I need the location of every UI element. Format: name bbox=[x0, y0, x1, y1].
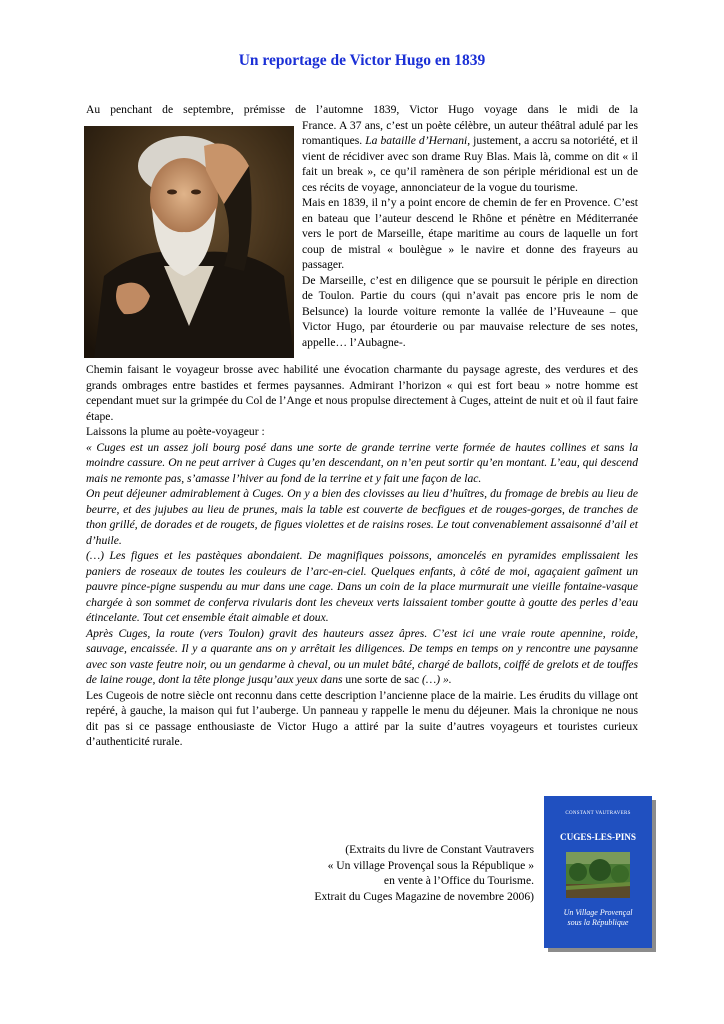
body-paragraph-1: Chemin faisant le voyageur brosse avec habilité une évocation charmante du paysage agreste, des verdures et des grands ombrages entre bastides et fermes paysannes. Admirant l’horizon « qui est fort beau » notre homme est cependant muet sur la grimpée du Col de l’Ange et nous propulse directement à Cuges, atteint de nuit et où il faut faire étape. bbox=[86, 363, 638, 423]
credit-line: (Extraits du livre de Constant Vautravers bbox=[345, 843, 534, 856]
column-text bbox=[302, 118, 638, 351]
hernani-title: La bataille d’Hernani bbox=[365, 134, 468, 147]
credit-line: Extrait du Cuges Magazine de novembre 2006) bbox=[314, 889, 534, 903]
book-cover-photo bbox=[566, 852, 630, 898]
article-title: Un reportage de Victor Hugo en 1839 bbox=[238, 52, 486, 69]
credit-line: en vente à l’Office du Tourisme. bbox=[383, 874, 534, 887]
col-paragraph-1: France. A 37 ans, c’est un poète célèbre, un auteur théâtral adulé par les romantiques. La bataille d’Hernani, justement, a accru sa notoriété, et il vient de récidiver avec son drame Ruy Blas. Mais là, comme on dit « il fait un break », ce qu’il ramènera de son périple méridional est un de ces récits de voyage, annonciateur de la vogue du tourisme. bbox=[302, 118, 639, 194]
quote-paragraph-2: On peut déjeuner admirablement à Cuges. On y a bien des clovisses au lieu d’huîtres, du fromage de brebis au lieu de beurre, et des jujubes au lieu de prunes, mais la table est couverte de becfigues et de rouges-gorges, de tranches de thon grillé, de dorades et de rougets, de figues violettes et de raisins roses. Le tout convenablement assaisonné d’ail et d’huile. bbox=[86, 487, 638, 547]
body-text bbox=[86, 362, 638, 750]
quote-paragraph-3: (…) Les figues et les pastèques abondaient. De magnifiques poissons, amoncelés en pyramides emplissaient les paniers de roseaux de toutes les couleurs de l’arc-en-ciel. Quelques enfants, à côté de moi, agaçaient gaîment un pauvre pince-pigne suspendu au mur dans une cage. Dans un coin de la place murmurait une vieille fontaine-vasque chargée à son sommet de conferva rivularis dont les cheveux verts laissaient tomber goutte à goutte des perles d’eau étincelante. Tout cet ensemble était aimable et doux. bbox=[86, 549, 638, 624]
victor-hugo-portrait bbox=[84, 126, 294, 358]
col-paragraph-3: De Marseille, c’est en diligence que se poursuit le périple en direction de Toulon. Partie du cours (qui n’avait pas encore pris le nom de Belsunce) la lourde voiture remonte la vallée de l’Huveaune – que Victor Hugo, par étourderie ou par mauvaise relecture de ses notes, appelle… l’Aubagne-. bbox=[302, 273, 638, 349]
quote-paragraph-1: « Cuges est un assez joli bourg posé dans une sorte de grande terrine verte formée de hautes collines et sans la moindre cassure. On ne peut arriver à Cuges qu’en descendant, on n’en peut sortir qu’en montant. L’eau, qui descend mais ne remonte pas, s’amasse l’hiver au fond de la terrine et y fait une façon de lac. bbox=[86, 440, 638, 485]
book-title: CUGES-LES-PINS bbox=[559, 832, 637, 842]
quote-paragraph-4: Après Cuges, la route (vers Toulon) gravit des hauteurs assez âpres. C’est ici une vraie route apennine, roide, sauvage, encaissée. Il y a quarante ans on y arrêtait les diligences. De temps en temps on y rencontre une paysanne avec son vaste feutre noir, ou un gendarme à cheval, ou un mulet bâté, chargé de ballots, coiffé de grelots et de touffes de laine rouge, dont la tête plonge jusqu’aux yeux dans une sorte de sac (…) ». bbox=[86, 626, 638, 686]
body-paragraph-3: Les Cugeois de notre siècle ont reconnu dans cette description l’ancienne place de la mairie. Les érudits du village ont repéré, à gauche, la maison qui fut l’auberge. Un panneau y rappelle le menu du déjeuner. Mais la chronique ne nous dit pas si ce passage enthousiaste de Victor Hugo a attiré par la suite d’autres voyageurs et touristes curieux d’authenticité rurale. bbox=[86, 688, 638, 748]
book-subtitle: Un Village Provençal sous la République bbox=[563, 908, 633, 927]
book-author: CONSTANT VAUTRAVERS bbox=[565, 811, 631, 816]
intro-line: Au penchant de septembre, prémisse de l’automne 1839, Victor Hugo voyage dans le midi de la bbox=[86, 103, 638, 116]
credit-line: « Un village Provençal sous la République » bbox=[327, 858, 534, 872]
col-paragraph-2: Mais en 1839, il n’y a point encore de chemin de fer en Provence. C’est en bateau que l’auteur descend le Rhône et pénètre en Méditerranée vers le port de Marseille, étape maritime au cours de laquelle un fort coup de mistral « boulègue » le navire et donne des frayeurs au passager. bbox=[302, 196, 638, 271]
credits-block bbox=[260, 842, 534, 904]
body-paragraph-2: Laissons la plume au poète-voyageur : bbox=[86, 425, 265, 438]
book-cover bbox=[544, 796, 652, 948]
